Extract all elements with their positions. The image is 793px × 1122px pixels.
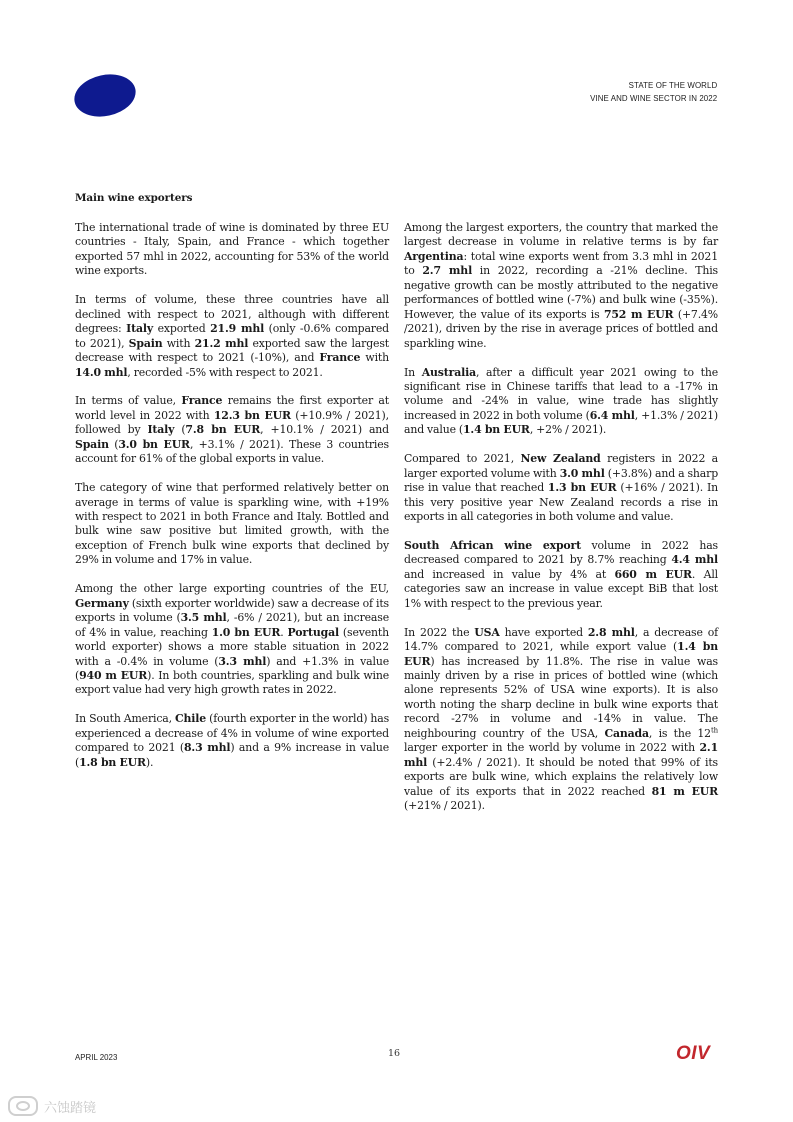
header-line-2: VINE AND WINE SECTOR IN 2022 <box>589 92 717 103</box>
paragraph-usa-canada: In 2022 the USA have exported 2.8 mhl, a decrease of 14.7% compared to 2021, while export value (1.4 bn EUR) has increased by 11.8%. The rise in value was mainly driven by a rise in prices of bottled wine (which alone represents 52% of USA wine exports). It is also worth noting the sharp decline in bulk wine exports that record -27% in volume and -14% in value. The neighbouring country of the USA, Canada, is the 12th larger exporter in the world by volume in 2022 with 2.1 mhl (+2.4% / 2021). It should be noted that 99% of its exports are bulk wine, which explains the relatively low value of its exports that in 2022 reached 81 m EUR (+21% / 2021). <box>404 625 719 813</box>
paragraph-south-africa: South African wine export volume in 2022 has decreased compared to 2021 by 8.7% reaching 4.4 mhl and increased in value by 4% at 660 m EUR. All categories saw an increase in value except BiB that lost 1% with respect to the previous year. <box>404 538 719 610</box>
paragraph-australia: In Australia, after a difficult year 2021 owing to the significant rise in Chinese tariffs that lead to a -17% in volume and -24% in value, wine trade has slightly increased in 2022 in both volume (6.4 mhl, +1.3% / 2021) and value (1.4 bn EUR, +2% / 2021). <box>404 365 719 437</box>
paragraph-sparkling: The category of wine that performed relatively better on average in terms of value is sparkling wine, with +19% with respect to 2021 in both France and Italy. Bottled and bulk wine saw positive but limited growth, with the exception of French bulk wine exports that declined by 29% in volume and 17% in value. <box>75 481 389 567</box>
organization-logo <box>70 69 139 122</box>
document-header <box>590 79 717 104</box>
left-column <box>75 221 389 785</box>
paragraph-volume: In terms of volume, these three countries have all declined with respect to 2021, although with different degrees: Italy exported 21.9 mhl (only -0.6% compared to 2021), Spain with 21.2 mhl exported saw the largest decrease with respect to 2021 (-10%), and France with 14.0 mhl, recorded -5% with respect to 2021. <box>75 293 389 379</box>
watermark <box>8 1096 96 1116</box>
footer-date: APRIL 2023 <box>75 1052 118 1062</box>
paragraph-eu-overview: The international trade of wine is dominated by three EU countries - Italy, Spain, and France - which together exported 57 mhl in 2022, accounting for 53% of the world wine exports. <box>75 221 389 278</box>
section-title: Main wine exporters <box>75 192 193 204</box>
paragraph-argentina: Among the largest exporters, the country that marked the largest decrease in volume in relative terms is by far Argentina: total wine exports went from 3.3 mhl in 2021 to 2.7 mhl in 2022, recording a -21% decline. This negative growth can be mostly attributed to the negative performances of bottled wine (-7%) and bulk wine (-35%). However, the value of its exports is 752 m EUR (+7.4% /2021), driven by the rise in average prices of bottled and sparkling wine. <box>404 221 718 350</box>
paragraph-new-zealand: Compared to 2021, New Zealand registers in 2022 a larger exported volume with 3.0 mhl (+3.8%) and a sharp rise in value that reached 1.3 bn EUR (+16% / 2021). In this very positive year New Zealand records a rise in exports in all categories in both volume and value. <box>404 452 719 524</box>
paragraph-germany-portugal: Among the other large exporting countries of the EU, Germany (sixth exporter worldwide) saw a decrease of its exports in volume (3.5 mhl, -6% / 2021), but an increase of 4% in value, reaching 1.0 bn EUR. Portugal (seventh world exporter) shows a more stable situation in 2022 with a -0.4% in volume (3.3 mhl) and +1.3% in value (940 m EUR). In both countries, sparkling and bulk wine export value had very high growth rates in 2022. <box>75 582 390 697</box>
right-column <box>404 221 718 828</box>
header-line-1: STATE OF THE WORLD <box>628 80 717 90</box>
oiv-logo: OIV <box>676 1043 711 1064</box>
page-number: 16 <box>388 1048 401 1059</box>
paragraph-chile: In South America, Chile (fourth exporter in the world) has experienced a decrease of 4% in volume of wine exported compared to 2021 (8.3 mhl) and a 9% increase in value (1.8 bn EUR). <box>75 712 390 769</box>
paragraph-value: In terms of value, France remains the first exporter at world level in 2022 with 12.3 bn EUR (+10.9% / 2021), followed by Italy (7.8 bn EUR, +10.1% / 2021) and Spain (3.0 bn EUR, +3.1% / 2021). These 3 countries account for 61% of the global exports in value. <box>75 394 389 466</box>
watermark-icon <box>8 1096 38 1116</box>
watermark-text: 六蚀踏镜 <box>44 1100 97 1116</box>
